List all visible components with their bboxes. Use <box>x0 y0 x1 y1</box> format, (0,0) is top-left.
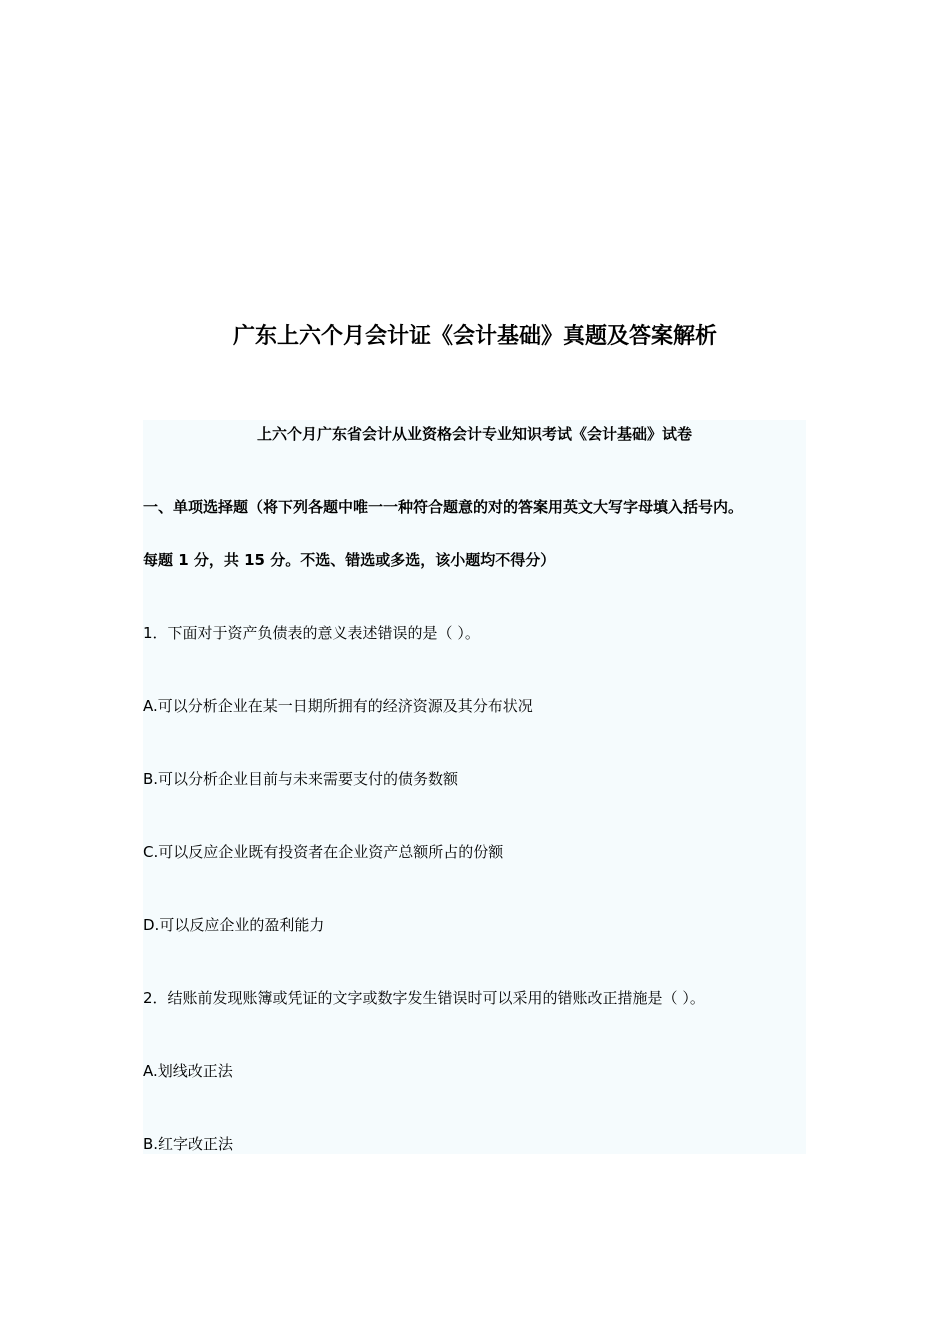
section-heading-line-1: 一、单项选择题（将下列各题中唯一一种符合题意的对的答案用英文大写字母填入括号内。 <box>143 498 744 516</box>
exam-title: 上六个月广东省会计从业资格会计专业知识考试《会计基础》试卷 <box>256 425 692 443</box>
question-1-option-b: B.可以分析企业目前与未来需要支付的债务数额 <box>143 770 459 788</box>
question-1-option-c: C.可以反应企业既有投资者在企业资产总额所占的份额 <box>143 843 504 861</box>
question-1-option-d: D.可以反应企业的盈利能力 <box>143 916 325 934</box>
question-1-option-a: A.可以分析企业在某一日期所拥有的经济资源及其分布状况 <box>143 697 533 715</box>
question-2-option-b: B.红字改正法 <box>143 1135 234 1153</box>
section-heading-line-2: 每题 1 分，共 15 分。不选、错选或多选，该小题均不得分） <box>143 551 556 569</box>
question-2-option-a: A.划线改正法 <box>143 1062 233 1080</box>
question-1-stem: 1．下面对于资产负债表的意义表述错误的是（ ）。 <box>143 624 480 642</box>
question-2-stem: 2．结账前发现账簿或凭证的文字或数字发生错误时可以采用的错账改正措施是（ ）。 <box>143 989 705 1007</box>
document-title: 广东上六个月会计证《会计基础》真题及答案解析 <box>232 324 717 349</box>
